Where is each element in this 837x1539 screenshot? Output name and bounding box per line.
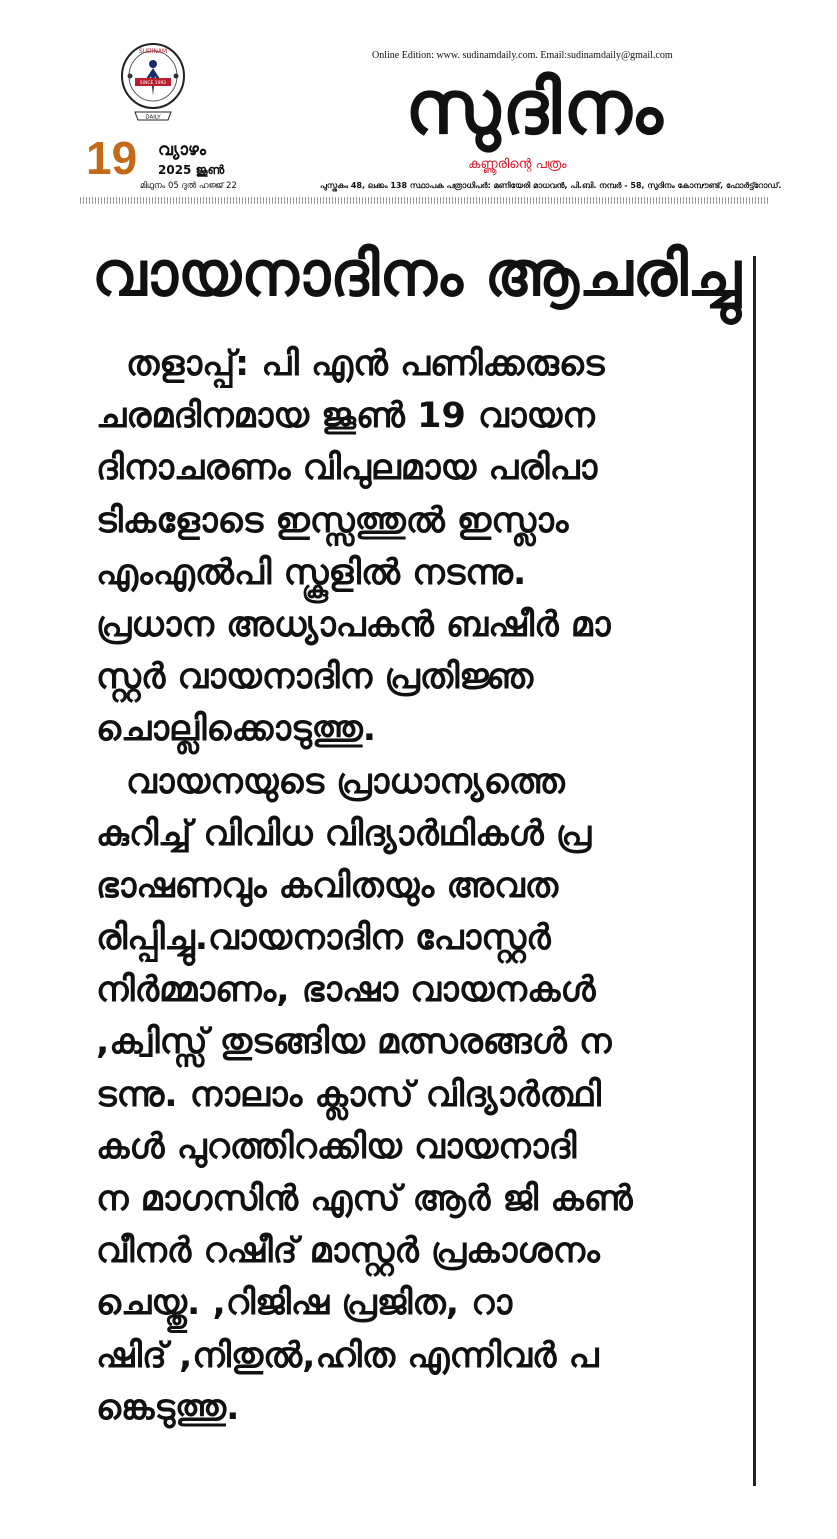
date-weekday: വ്യാഴം bbox=[158, 140, 206, 160]
masthead bbox=[0, 0, 837, 210]
article-line: രിപ്പിച്ചു.വായനാദിന പോസ്റ്റർ bbox=[96, 918, 551, 959]
publication-info: പുസ്തകം 48, ലക്കം 138 സ്ഥാപക പത്രാധിപർ: മണിയേരി മാധവൻ, പി.ബി. നമ്പർ - 58, സുദിനം കോമ്പൗണ്ട്, ഫോർട്ട്റോഡ്. bbox=[320, 181, 782, 190]
article-line: തളാപ്പ്: പി എൻ പണിക്കരുടെ bbox=[126, 344, 605, 384]
article-line: ങ്കെടുത്തു. bbox=[96, 1387, 240, 1428]
article-line: ടന്നു. നാലാം ക്ലാസ് വിദ്യാർത്ഥി bbox=[96, 1074, 601, 1115]
svg-text:SINCE 1992: SINCE 1992 bbox=[139, 81, 167, 86]
article-body bbox=[96, 338, 736, 1434]
newspaper-logo bbox=[118, 40, 188, 132]
article-line: എംഎൽപി സ്കൂളിൽ നടന്നു. bbox=[96, 552, 527, 593]
svg-text:DAILY: DAILY bbox=[145, 114, 161, 121]
article-line: ചെയ്തു. ,റിജിഷ പ്രജിത, റാ bbox=[96, 1283, 513, 1324]
article-line: കുറിച്ച് വിവിധ വിദ്യാർഥികൾ പ്ര bbox=[96, 813, 592, 854]
article-line: ഷിദ് ,നിതുൽ,ഹിത എന്നിവർ പ bbox=[96, 1335, 599, 1376]
article-line: പ്രധാന അധ്യാപകൻ ബഷീർ മാ bbox=[96, 604, 611, 645]
article-line: ദിനാചരണം വിപുലമായ പരിപാ bbox=[96, 448, 598, 489]
article-line: ,ക്വിസ്സ് തുടങ്ങിയ മത്സരങ്ങൾ ന bbox=[96, 1022, 612, 1063]
newspaper-tagline: കണ്ണൂരിന്റെ പത്രം bbox=[468, 157, 567, 172]
article-line: ചരമദിനമായ ജൂൺ 19 വായന bbox=[96, 396, 595, 437]
article-line: സ്റ്റർ വായനാദിന പ്രതിജ്ഞ bbox=[96, 657, 534, 698]
article-line: നിർമ്മാണം, ഭാഷാ വായനകൾ bbox=[96, 970, 596, 1011]
article-headline: വായനാദിനം ആചരിച്ചു bbox=[92, 237, 741, 310]
masthead-rule bbox=[80, 197, 770, 204]
online-edition-line: Online Edition: www. sudinamdaily.com. Email:sudinamdaily@gmail.com bbox=[372, 50, 673, 61]
article-line: ടികളോടെ ഇസ്സത്തുൽ ഇസ്ലാം bbox=[96, 500, 569, 541]
article-line: വീനർ റഷീദ് മാസ്റ്റർ പ്രകാശനം bbox=[96, 1231, 600, 1272]
date-year-month: 2025 ജൂൺ bbox=[158, 163, 225, 177]
article-line: ചൊല്ലിക്കൊടുത്തു. bbox=[96, 709, 376, 750]
article-line: ന മാഗസിൻ എസ് ആർ ജി കൺ bbox=[96, 1179, 633, 1219]
malayalam-calendar-date: മിഥുനം 05 ദുൽ ഹജ്ജ് 22 bbox=[140, 181, 237, 191]
newspaper-title: സുദിനം bbox=[405, 65, 665, 151]
article-line: വായനയുടെ പ്രാധാന്യത്തെ bbox=[126, 761, 565, 802]
svg-text:SUDINAM: SUDINAM bbox=[138, 48, 168, 55]
article-line: കൾ പുറത്തിറക്കിയ വായനാദി bbox=[96, 1126, 577, 1167]
article-line: ഭാഷണവും കവിതയും അവത bbox=[96, 865, 559, 906]
date-day: 19 bbox=[86, 132, 138, 184]
column-rule bbox=[753, 256, 756, 1486]
